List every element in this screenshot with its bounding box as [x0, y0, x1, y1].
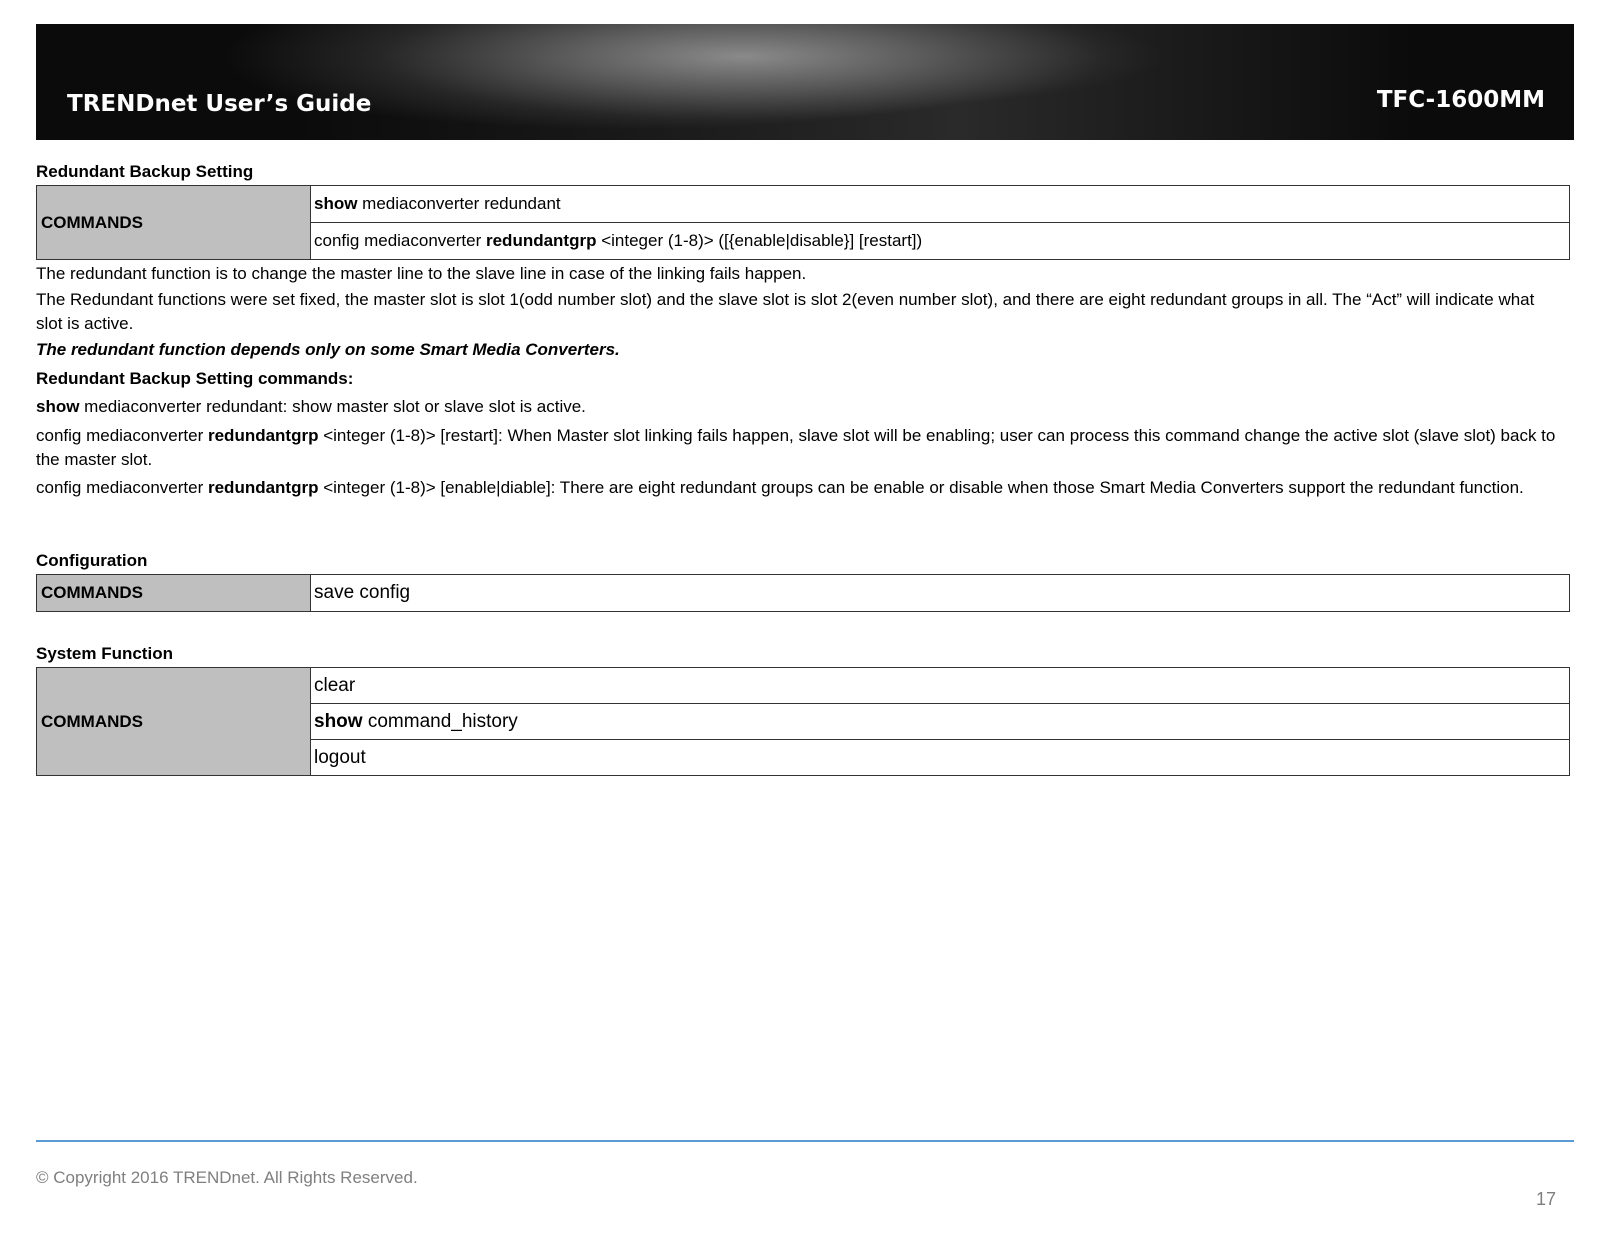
configuration-commands-table: [36, 574, 1570, 612]
footer-divider: [36, 1140, 1574, 1142]
command-description: show mediaconverter redundant: show master slot or slave slot is active.: [36, 397, 586, 416]
commands-label: COMMANDS: [37, 186, 311, 260]
section-title-system: System Function: [36, 644, 173, 663]
system-commands-table: [36, 667, 1570, 776]
page-number: 17: [1536, 1189, 1557, 1209]
command-cell: config mediaconverter redundantgrp <integer (1-8)> ([{enable|disable}] [restart]): [311, 223, 1570, 260]
copyright-text: © Copyright 2016 TRENDnet. All Rights Reserved.: [36, 1168, 418, 1187]
command-cell: clear: [311, 668, 1570, 704]
command-cell: show command_history: [311, 704, 1570, 740]
redundant-commands-table: [36, 185, 1570, 260]
command-description: config mediaconverter redundantgrp <integer (1-8)> [enable|diable]: There are eight redundant groups can be enable or disable when those Smart Media Converters support the redundant function.: [36, 478, 1524, 497]
paragraph: The Redundant functions were set fixed, the master slot is slot 1(odd number slot) and the slave slot is slot 2(even number slot), and there are eight redundant groups in all. The “Act” will indicate what slot is active.: [36, 290, 1535, 333]
commands-label: COMMANDS: [37, 668, 311, 776]
subheading: Redundant Backup Setting commands:: [36, 369, 354, 388]
page-header-banner: [36, 24, 1574, 140]
note-text: The redundant function depends only on some Smart Media Converters.: [36, 340, 620, 359]
section-title-redundant: Redundant Backup Setting: [36, 162, 254, 181]
command-description: config mediaconverter redundantgrp <integer (1-8)> [restart]: When Master slot linking fails happen, slave slot will be enabling; user can process this command change the active slot (slave slot) back to the master slot.: [36, 426, 1556, 469]
section-title-configuration: Configuration: [36, 551, 148, 570]
paragraph: The redundant function is to change the master line to the slave line in case of the linking fails happen.: [36, 264, 807, 283]
header-model: TFC-1600MM: [1376, 87, 1545, 113]
command-cell: save config: [311, 575, 1570, 612]
command-cell: logout: [311, 740, 1570, 776]
commands-label: COMMANDS: [37, 575, 311, 612]
command-cell: show mediaconverter redundant: [311, 186, 1570, 223]
header-title: TRENDnet User’s Guide: [67, 91, 372, 117]
